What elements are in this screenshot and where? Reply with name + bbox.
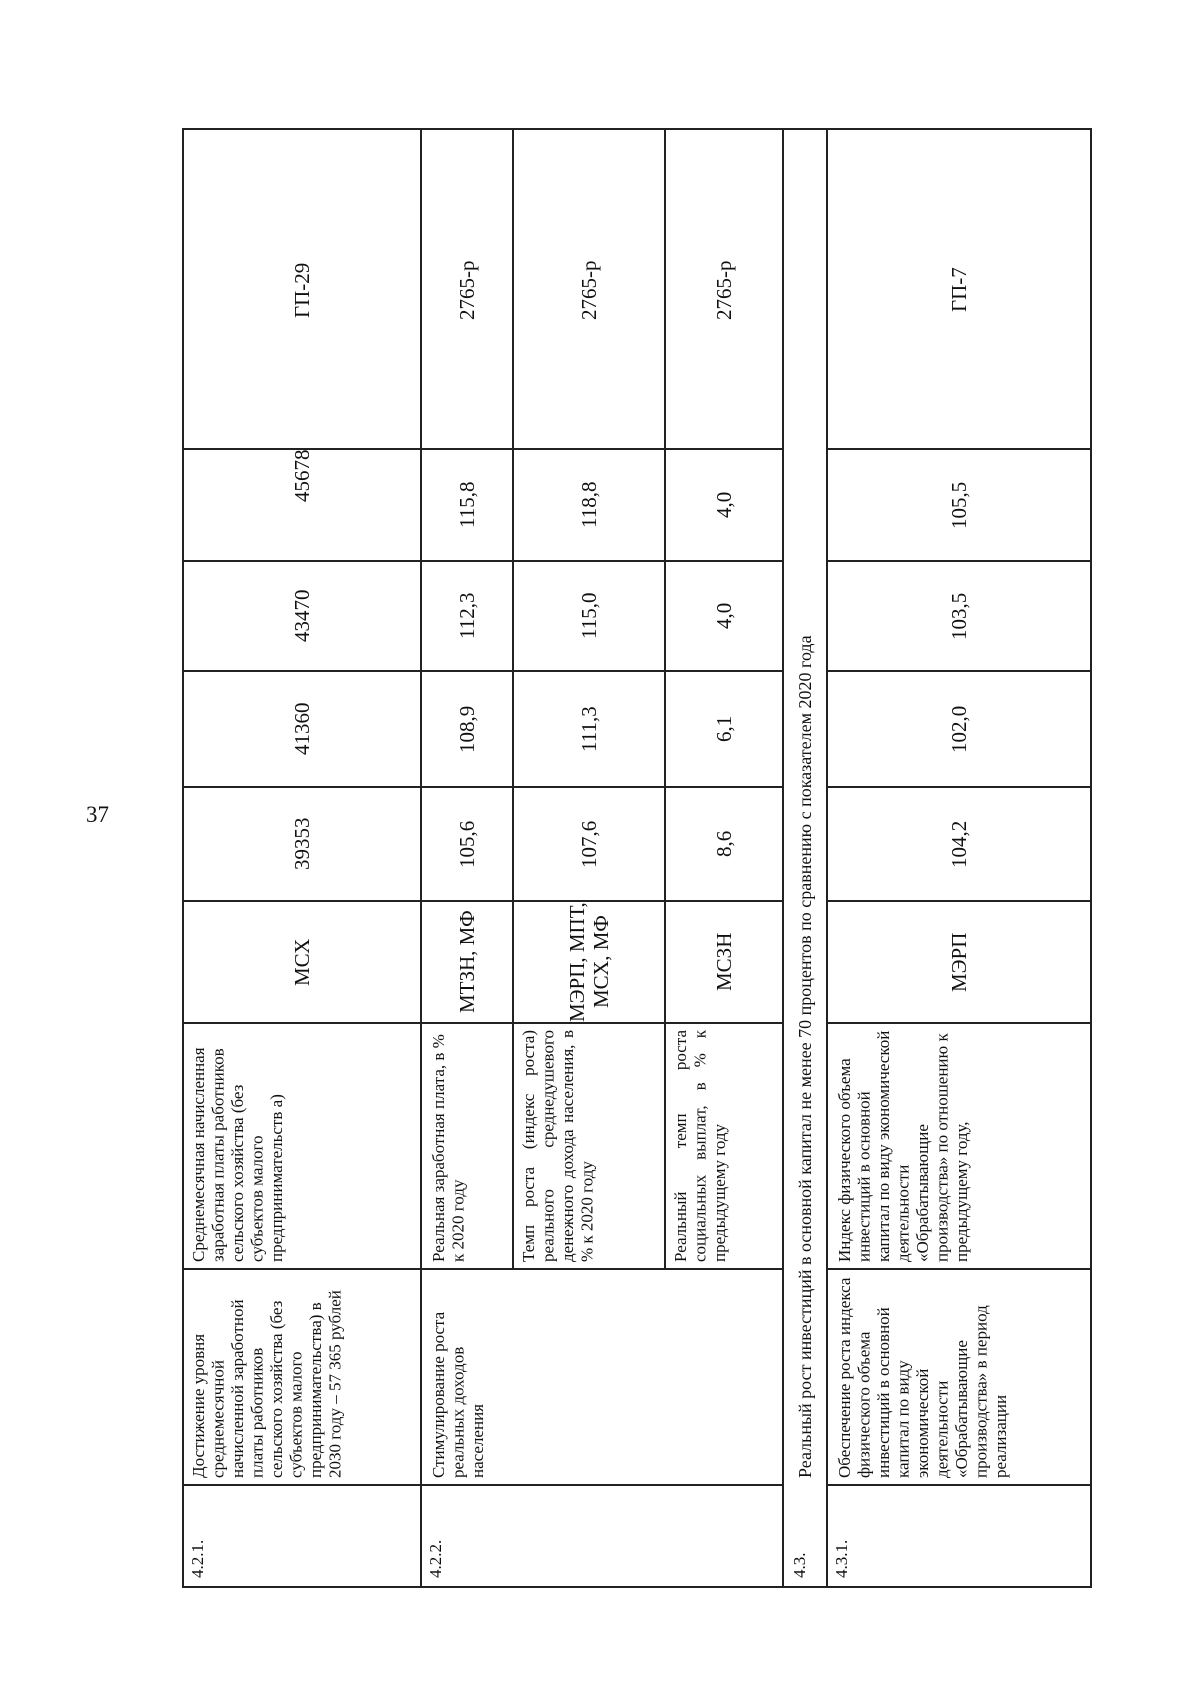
value-cell: 39353 — [290, 817, 314, 871]
col-separator — [182, 448, 782, 450]
value-cell: 107,6 — [577, 820, 601, 868]
table-border-bottom — [182, 1586, 1092, 1588]
source-cell: 2765-р — [455, 260, 479, 320]
value-cell: 8,6 — [712, 830, 736, 858]
row-number: 4.3.1. — [832, 1539, 851, 1578]
value-cell: 45678 — [290, 450, 314, 503]
value-cell: 6,1 — [712, 715, 736, 743]
executor-cell: МЭРП — [947, 932, 971, 992]
indicator-cell: Реальная заработная плата, в % к 2020 году — [429, 1034, 468, 1262]
value-cell: 115,0 — [577, 592, 601, 640]
indicator-cell: Реальный темп роста социальных выплат, в % к предыдущему году — [671, 1030, 729, 1262]
indicator-cell: Среднемесячная начисленная заработная платы работников сельского хозяйства (без субъектов малого предпринимательств а) — [189, 1047, 286, 1262]
executor-cell: МСЗН — [712, 932, 736, 992]
section-heading: Реальный рост инвестиций в основной капитал не менее 70 процентов по сравнению с показателем 2020 года — [795, 635, 815, 1478]
source-cell: ГП-7 — [947, 267, 971, 313]
value-cell: 108,9 — [455, 705, 479, 753]
value-cell: 112,3 — [455, 592, 479, 640]
value-cell: 4,0 — [712, 491, 736, 519]
value-cell: 104,2 — [947, 820, 971, 868]
value-cell: 4,0 — [712, 602, 736, 630]
source-cell: 2765-р — [577, 260, 601, 320]
value-cell: 111,3 — [577, 706, 601, 752]
executor-cell: МСХ — [290, 938, 314, 986]
indicator-cell: Темп роста (индекс роста) реального среднедушевого денежного дохода населения, в % к 2020 году — [519, 1030, 597, 1262]
value-cell: 103,5 — [947, 592, 971, 640]
source-cell: 2765-р — [712, 260, 736, 320]
value-cell: 102,0 — [947, 705, 971, 753]
value-cell: 105,6 — [455, 820, 479, 868]
row-number: 4.2.2. — [426, 1539, 445, 1578]
value-cell: 115,8 — [455, 481, 479, 529]
goal-cell: Стимулирование роста реальных доходов населения — [429, 1311, 487, 1478]
indicators-table — [182, 128, 1092, 1588]
goal-cell: Обеспечение роста индекса физического объема инвестиций в основной капитал по виду экономической деятельности «Обрабатывающие производства» в период реализации — [835, 1277, 1010, 1478]
table-border-right — [1090, 128, 1092, 1588]
executor-cell: МЭРП, МПТ, МСХ, МФ — [565, 902, 613, 1022]
page-number: 37 — [86, 802, 109, 827]
value-cell: 43470 — [290, 589, 314, 643]
col-separator — [182, 1484, 782, 1486]
indicator-cell: Индекс физического объема инвестиций в основной капитал по виду экономической деятельности «Обрабатывающие производства» по отношению к предыдущему году, — [835, 1030, 971, 1262]
row-number: 4.2.1. — [188, 1539, 207, 1578]
source-cell: ГП-29 — [290, 262, 314, 318]
goal-cell: Достижение уровня среднемесячной начисленной заработной платы работников сельского хозяйства (без субъектов малого предпринимательства) в 2030 году – 57 365 рублей — [189, 1290, 345, 1478]
value-cell: 41360 — [290, 702, 314, 756]
value-cell: 105,5 — [947, 481, 971, 529]
value-cell: 118,8 — [577, 481, 601, 529]
col-separator — [828, 448, 1092, 450]
executor-cell: МТЗН, МФ — [455, 910, 479, 1014]
row-number: 4.3. — [790, 1552, 809, 1578]
